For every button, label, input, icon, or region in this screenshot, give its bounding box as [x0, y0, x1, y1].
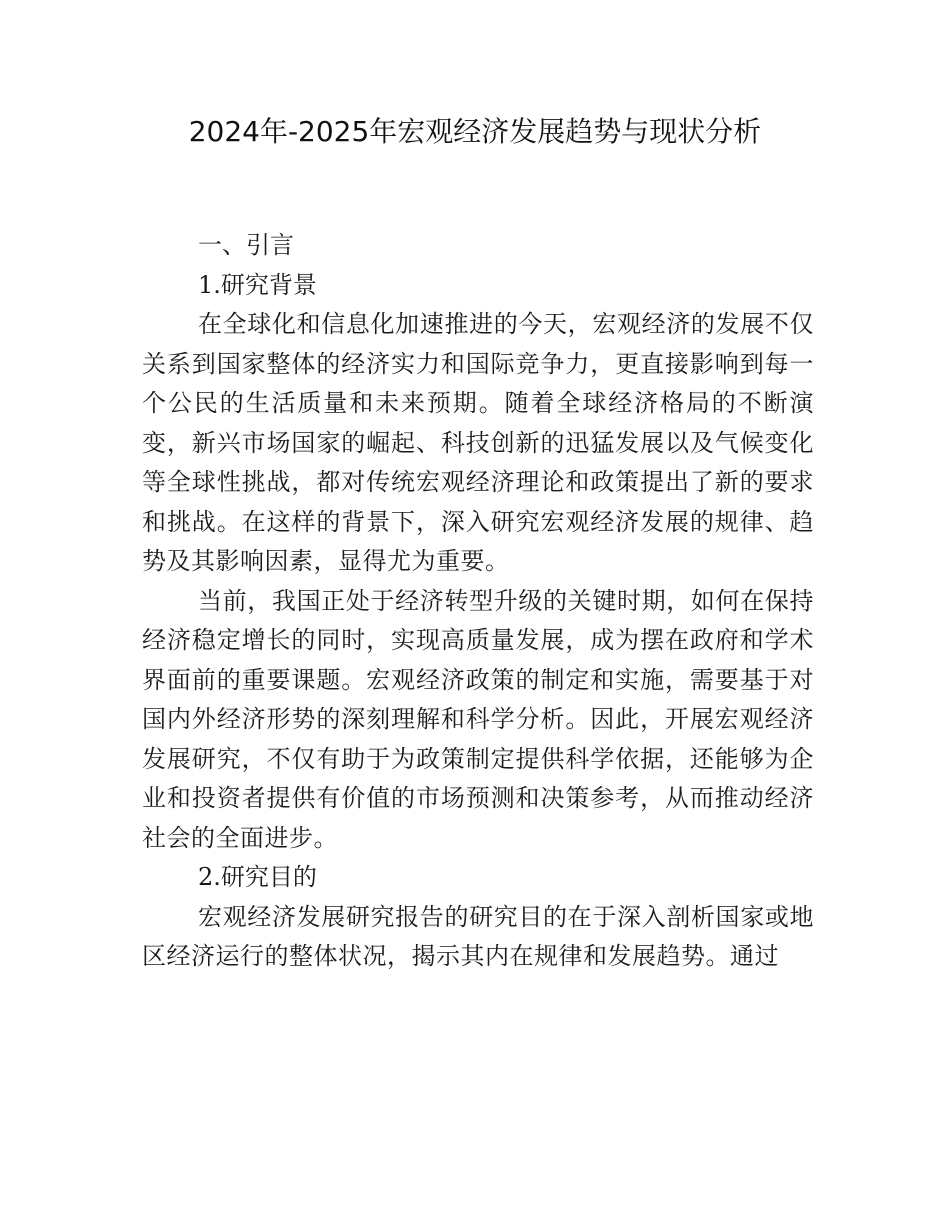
document-title: 2024年-2025年宏观经济发展趋势与现状分析	[188, 115, 762, 148]
section-heading-introduction: 一、引言	[198, 231, 294, 259]
paragraph-background-2: 当前，我国正处于经济转型升级的关键时期，如何在保持经济稳定增长的同时，实现高质量发展，成为摆在政府和学术界面前的重要课题。宏观经济政策的制定和实施，需要基于对国内外经济形势的深刻理解和科学分析。因此，开展宏观经济发展研究，不仅有助于为政策制定提供科学依据，还能够为企业和投资者提供有价值的市场预测和决策参考，从而推动经济社会的全面进步。	[142, 586, 814, 852]
paragraph-background-1: 在全球化和信息化加速推进的今天，宏观经济的发展不仅关系到国家整体的经济实力和国际竞争力，更直接影响到每一个公民的生活质量和未来预期。随着全球经济格局的不断演变，新兴市场国家的崛起、科技创新的迅猛发展以及气候变化等全球性挑战，都对传统宏观经济理论和政策提出了新的要求和挑战。在这样的背景下，深入研究宏观经济发展的规律、趋势及其影响因素，显得尤为重要。	[142, 310, 814, 575]
paragraph-purpose-1: 宏观经济发展研究报告的研究目的在于深入剖析国家或地区经济运行的整体状况，揭示其内在规律和发展趋势。通过	[142, 902, 814, 970]
document-body	[142, 226, 814, 977]
subsection-heading-research-purpose: 2.研究目的	[198, 863, 317, 891]
subsection-heading-research-background: 1.研究背景	[198, 270, 317, 299]
